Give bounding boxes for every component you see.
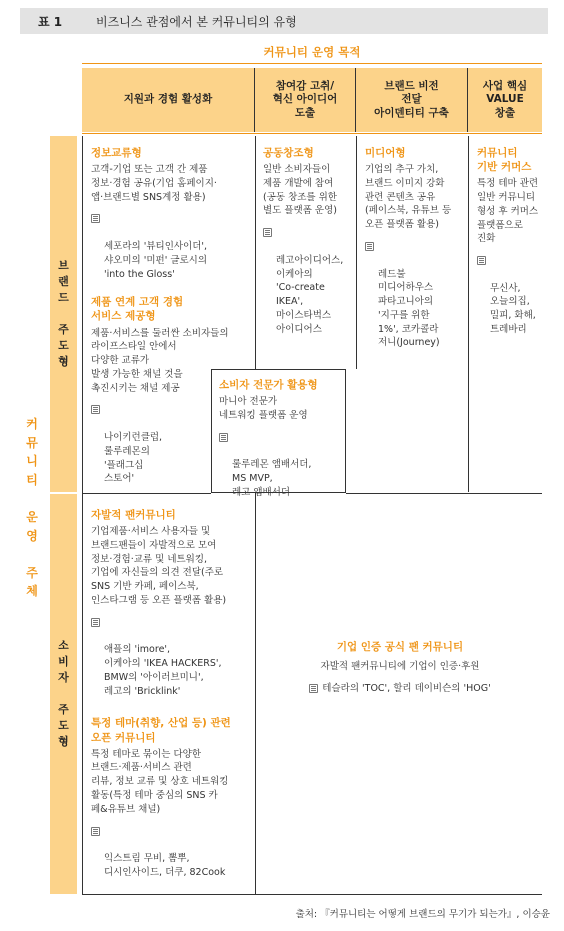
- document-list-icon: [91, 214, 100, 223]
- cell-example: [263, 226, 353, 336]
- cell-example: [219, 431, 338, 500]
- cell-title: 미디어형: [365, 147, 406, 159]
- grid-line-col2: [356, 136, 357, 369]
- document-list-icon: [263, 228, 272, 237]
- column-header-brand-vision: 브랜드 비전 전달 아이덴티티 구축: [356, 68, 468, 132]
- cell-commerce: [477, 146, 545, 337]
- cell-example-text: 레드불 미디어하우스 파타고니아의 '지구를 위한 1%', 코카콜라 저니(Journey): [378, 268, 440, 349]
- cell-example: [91, 212, 251, 281]
- cell-description: 자발적 팬커뮤니티에 기업이 인증·후원: [320, 661, 480, 673]
- purpose-header: 커뮤니티 운영 목적: [263, 45, 361, 59]
- cell-title: 제품 연계 고객 경험 서비스 제공형: [91, 296, 184, 323]
- cell-description: 기업의 추구 가치, 브랜드 이미지 강화 관련 콘텐츠 공유 (페이스북, 유튜브 등 오픈 플랫폼 활용): [365, 164, 452, 231]
- cell-expert: [211, 369, 346, 498]
- cell-example-text: 레고아이디어스, 이케아의 'Co-create IKEA', 마이스타벅스 아이디어스: [276, 254, 344, 335]
- cell-example: [365, 240, 467, 350]
- cell-example-text: 룰루레몬 앰배서더, MS MVP, 레고 앰배서더: [232, 459, 312, 498]
- cell-description: 고객-기업 또는 고객 간 제품 정보·경험 공유(기업 홈페이지· 앱·브랜드별 SNS계정 활용): [91, 164, 217, 203]
- cell-example: [91, 825, 253, 880]
- cell-example-text: 익스트림 무비, 뽐뿌, 디시인사이드, 더쿠, 82Cook: [104, 853, 226, 878]
- document-list-icon: [91, 405, 100, 414]
- cell-media: [365, 146, 467, 350]
- document-list-icon: [309, 684, 318, 693]
- cell-description: 기업제품·서비스 사용자들 및 브랜드팬들이 자발적으로 모여 정보·경험·교류 및 네트워킹, 기업에 자신들의 의견 전달(주로 SNS 기반 카페, 페이스북, 인스타그램 등 오픈 플랫폼 활용): [91, 526, 227, 606]
- cell-example-text: 세포라의 '뷰티인사이더', 샤오미의 '미펀' 글로시의 'into the Gloss': [104, 241, 208, 280]
- grid-line-mid-right: [346, 493, 542, 494]
- cell-example: [91, 616, 253, 699]
- document-list-icon: [91, 827, 100, 836]
- document-list-icon: [219, 433, 228, 442]
- cell-title: 공동창조형: [263, 147, 314, 159]
- grid-line-col1: [255, 136, 256, 369]
- cell-title: 자발적 팬커뮤니티: [91, 509, 176, 521]
- cell-official-fan: [258, 640, 542, 696]
- cell-example: [477, 254, 545, 337]
- grid-line-lower: [255, 493, 256, 894]
- cell-example-text: 나이키런클럽, 룰루레몬의 '플래그십 스토어': [104, 432, 163, 485]
- cell-title: 기업 인증 공식 팬 커뮤니티: [336, 641, 464, 653]
- row-header-consumer-led: 소 비 자 주 도 형: [50, 494, 77, 894]
- cell-description: 제품·서비스를 둘러싼 소비자들의 라이프스타일 안에서 다양한 교류가 발생 가능한 채널 것을 촉진시키는 채널 제공: [91, 327, 229, 394]
- document-list-icon: [365, 242, 374, 251]
- grid-line-bottom: [82, 894, 542, 895]
- header-top-line: [82, 63, 542, 64]
- entity-axis-label: 커 뮤 니 티 운 영 주 체: [26, 417, 38, 599]
- document-list-icon: [477, 256, 486, 265]
- cell-description: 마니아 전문가 네트워킹 플랫폼 운영: [219, 396, 308, 421]
- cell-title: 소비자 전문가 활용형: [219, 379, 318, 391]
- cell-title: 커뮤니티 기반 커머스: [477, 147, 532, 174]
- cell-example-text: 무신사, 오늘의집, 밀피, 화해, 트레바리: [490, 282, 536, 335]
- row-header-brand-led: 브 랜 드 주 도 형: [50, 136, 77, 492]
- table-title-bar: [20, 8, 548, 34]
- cell-example-text: 테슬라의 'TOC', 할리 데이비슨의 'HOG': [322, 682, 491, 694]
- column-header-participation: 참여감 고취/ 혁신 아이디어 도출: [255, 68, 356, 132]
- grid-line-mid-left: [82, 493, 211, 494]
- cell-title: 정보교류형: [91, 147, 142, 159]
- cell-example: [309, 682, 490, 696]
- cell-spontaneous-fan: [91, 508, 253, 880]
- cell-example-text: 애플의 'imore', 이케아의 'IKEA HACKERS', BMW의 '아이러브미니', 레고의 'Bricklink': [104, 644, 222, 697]
- document-list-icon: [91, 618, 100, 627]
- column-header-support: 지원과 경험 활성화: [82, 68, 255, 132]
- cell-co-creation: [263, 146, 353, 336]
- grid-line-col3: [468, 136, 469, 492]
- grid-line-left: [82, 136, 83, 894]
- cell-description: 일반 소비자들이 제품 개발에 참여 (공동 창조를 위한 별도 플랫폼 운영): [263, 164, 337, 217]
- source-citation: 출처: 『커뮤니티는 어떻게 브랜드의 무기가 되는가』, 이승윤: [295, 909, 550, 920]
- cell-description: 특정 테마 관련 일반 커뮤니티 형성 후 커머스 플랫폼으로 진화: [477, 178, 539, 245]
- column-header-business-value: 사업 핵심 VALUE 창출: [468, 68, 542, 132]
- cell-title: 특정 테마(취향, 산업 등) 관련 오픈 커뮤니티: [91, 717, 231, 744]
- table-number-label: 표 1: [38, 15, 63, 29]
- header-bottom-line: [82, 133, 542, 134]
- cell-description: 특정 테마로 묶이는 다양한 브랜드·제품·서비스 관련 리뷰, 정보 교류 및 상호 네트워킹 활동(특정 테마 중심의 SNS 카 페&유튜브 채널): [91, 748, 229, 815]
- table-title: 비즈니스 관점에서 본 커뮤니티의 유형: [96, 15, 297, 29]
